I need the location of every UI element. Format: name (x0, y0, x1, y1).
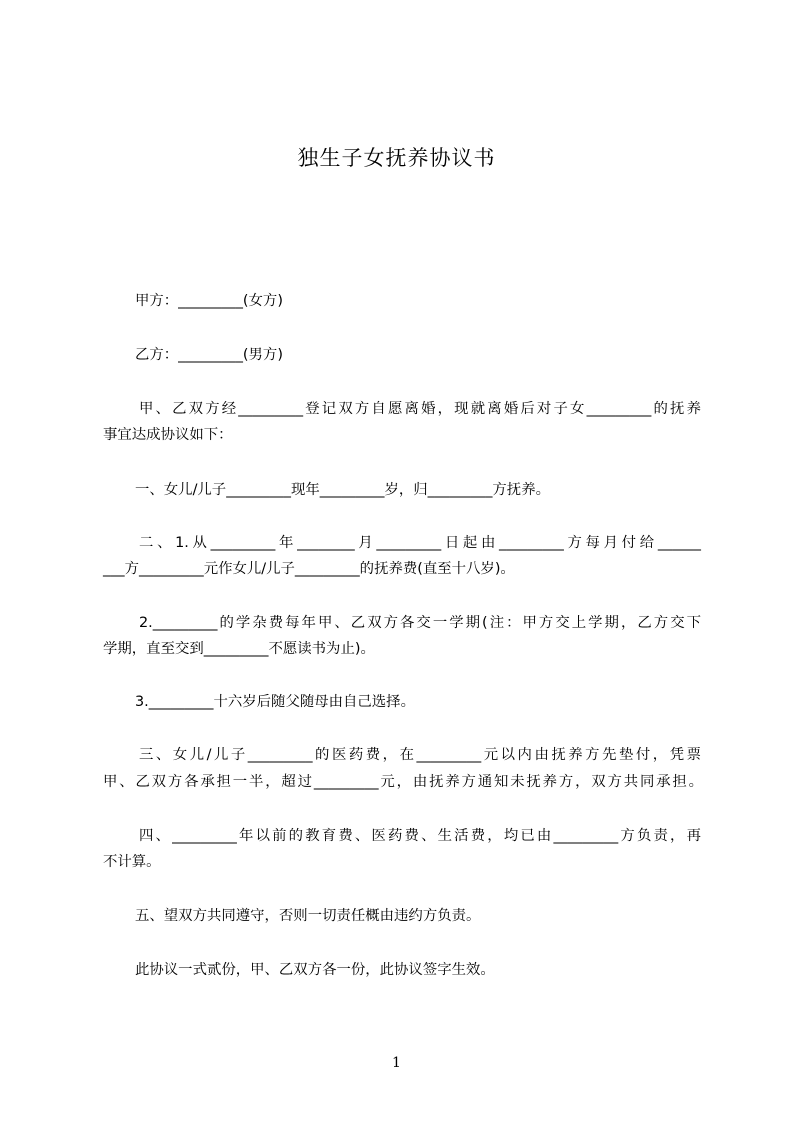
clause-1: 一、女儿/儿子_________现年_________岁，归_________方抚养。 (135, 482, 550, 498)
document-title: 独生子女抚养协议书 (297, 146, 496, 170)
clause-4-line-2: 不计算。 (103, 854, 161, 870)
closing-line: 此协议一式贰份，甲、乙双方各一份，此协议签字生效。 (135, 962, 495, 978)
intro-line-1: 甲、乙双方经_________登记双方自愿离婚，现就离婚后对子女_________的抚养 (139, 401, 701, 417)
party-a-line: 甲方：_________(女方) (135, 293, 283, 309)
clause-3-line-1: 三、女儿/儿子_________的医药费，在_________元以内由抚养方先垫付，凭票 (139, 747, 701, 763)
party-b-line: 乙方：_________(男方) (135, 347, 283, 363)
clause-2-1-line-2: ___方_________元作女儿/儿子_________的抚养费(直至十八岁)。 (103, 561, 515, 577)
clause-5: 五、望双方共同遵守，否则一切责任概由违约方负责。 (135, 908, 481, 924)
clause-2-3: 3._________十六岁后随父随母由自己选择。 (135, 694, 415, 710)
clause-2-1-line-1: 二、1.从_________年________月_________日起由_________方每月付给______ (139, 535, 701, 551)
clause-3-line-2: 甲、乙双方各承担一半，超过_________元，由抚养方通知未抚养方，双方共同承担。 (103, 774, 703, 790)
clause-4-line-1: 四、_________年以前的教育费、医药费、生活费，均已由_________方负责，再 (139, 828, 701, 844)
page-number: 1 (392, 1055, 401, 1071)
clause-2-2-line-1: 2._________的学杂费每年甲、乙双方各交一学期(注：甲方交上学期，乙方交下 (139, 615, 701, 631)
clause-2-2-line-2: 学期，直至交到_________不愿读书为止)。 (103, 641, 375, 657)
intro-line-2: 事宜达成协议如下： (103, 427, 233, 443)
